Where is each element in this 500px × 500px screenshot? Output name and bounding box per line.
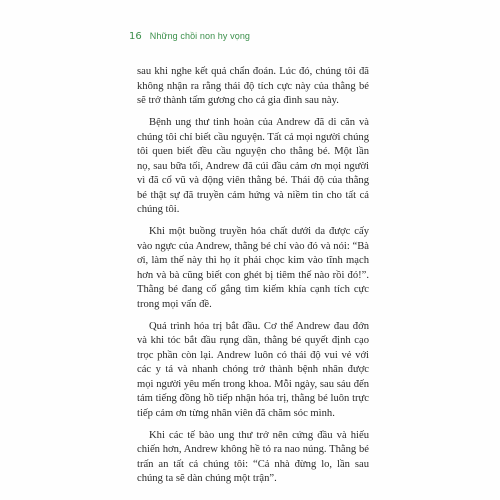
paragraph-5: Khi các tế bào ung thư trở nên cứng đầu và hiếu chiến hơn, Andrew không hề tỏ ra nao núng. Thằng bé trấn an tất cả chúng tôi: “Cả nhà đừng lo, lần sau chúng ta sẽ dàn chúng một trận”. [137, 429, 369, 484]
paragraph-1: sau khi nghe kết quả chẩn đoán. Lúc đó, chúng tôi đã không nhận ra rằng thái độ tích cực này của thằng bé sẽ trở thành tấm gương cho cả gia đình sau này. [137, 66, 369, 106]
running-header [129, 29, 250, 43]
running-title: Những chồi non hy vọng [149, 31, 251, 41]
paragraph-3: Khi một buồng truyền hóa chất dưới da được cấy vào ngực của Andrew, thằng bé chỉ vào đó và nói: “Bà ơi, làm thế này thì họ ít phải chọc kim vào tĩnh mạch hơn và bà cũng biết con ghét bị tiêm thế nào rồi đó!”. Thằng bé đang cố gắng tìm kiếm khía cạnh tích cực trong mọi vấn đề. [137, 226, 369, 310]
paragraph-4: Quá trình hóa trị bắt đầu. Cơ thể Andrew đau đớn và khi tóc bắt đầu rụng dần, thằng bé quyết định cạo trọc phần còn lại. Andrew luôn có thái độ vui vẻ với các y tá và nhanh chóng trở thành bệnh nhân được mọi người yêu mến trong khoa. Mỗi ngày, sau sáu đến tám tiếng đồng hồ tiếp nhận hóa trị, thằng bé luôn trực tiếp cảm ơn từng nhân viên đã chăm sóc mình. [137, 320, 369, 419]
page-number: 16 [129, 30, 142, 42]
paragraph-2: Bệnh ung thư tinh hoàn của Andrew đã di căn và chúng tôi chỉ biết cầu nguyện. Tất cả mọi người chúng tôi quen biết đều cầu nguyện cho thằng bé. Một lần nọ, sau bữa tối, Andrew đã cúi đầu cảm ơn mọi người vì đã cổ vũ và động viên thằng bé. Thái độ của thằng bé thật sự đã truyền cảm hứng và niềm tin cho tất cả chúng tôi. [137, 117, 369, 215]
body-text [137, 65, 369, 494]
